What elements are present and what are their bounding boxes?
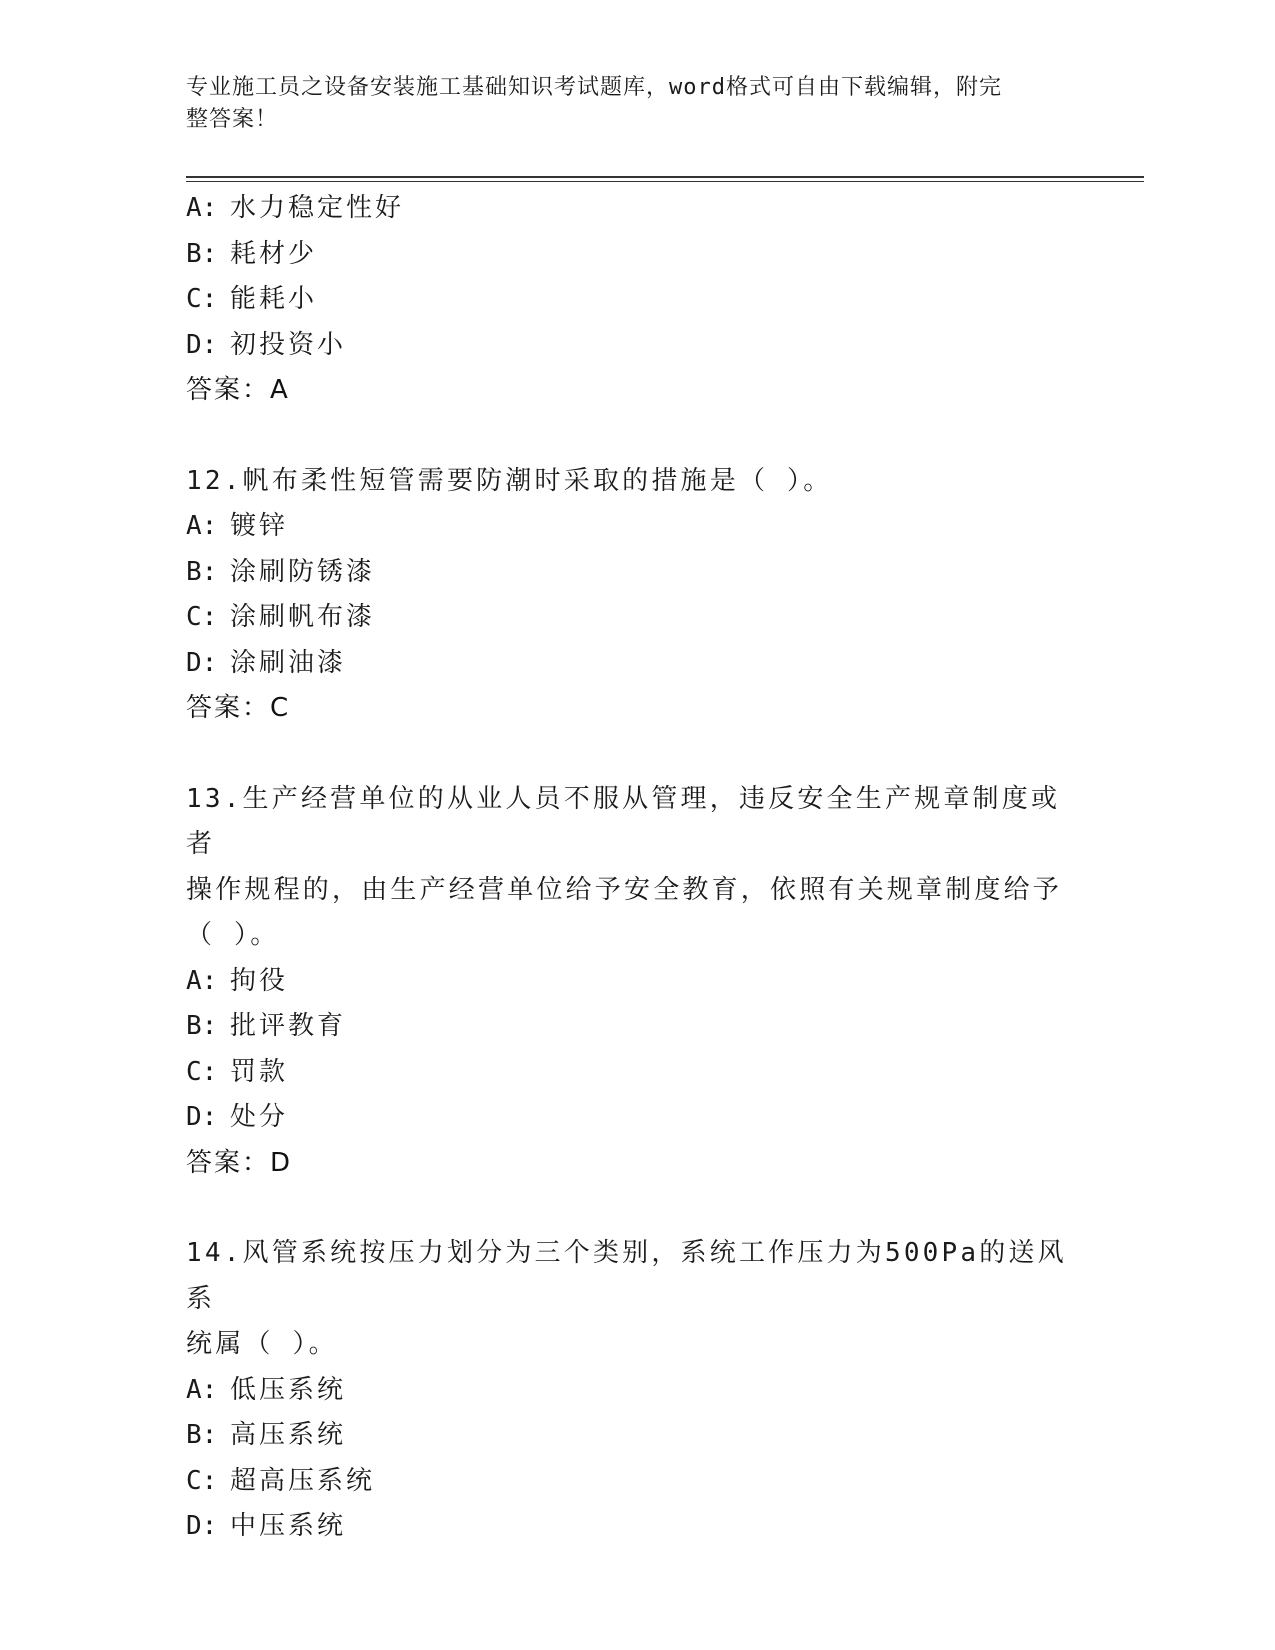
answer-line: 答案：D: [186, 1147, 293, 1178]
option-text: 处分: [230, 1102, 289, 1132]
option-letter: C:: [186, 1056, 218, 1087]
spacer: [186, 732, 1086, 777]
answer-line: 答案：A: [186, 375, 290, 405]
question-list: [186, 186, 1086, 1550]
option-text: 镀锌: [230, 511, 289, 541]
question-stem-line-3: （ ）。: [186, 920, 280, 950]
option-text: 低压系统: [230, 1374, 347, 1405]
option-b: [186, 1004, 1086, 1050]
question-stem-line-2: 统属（ ）。: [186, 1329, 338, 1359]
option-a: [186, 186, 1086, 232]
option-text: 初投资小: [230, 329, 347, 360]
option-letter: C:: [186, 602, 218, 632]
option-c: [186, 1050, 1086, 1096]
option-letter: B:: [186, 556, 218, 587]
question-stem-line-2: 操作规程的，由生产经营单位给予安全教育，依照有关规章制度给予: [186, 874, 1063, 905]
header-line-2: 整答案！: [186, 107, 279, 132]
spacer: [186, 1186, 1086, 1231]
option-d: [186, 641, 1086, 687]
option-letter: B:: [186, 1420, 218, 1450]
option-text: 涂刷油漆: [230, 647, 347, 678]
option-text: 能耗小: [230, 284, 318, 314]
option-a: [186, 959, 1086, 1005]
header-line-1: 专业施工员之设备安装施工基础知识考试题库，word格式可自由下载编辑，附完: [186, 75, 1002, 100]
question-11: [186, 186, 1086, 414]
option-text: 耗材少: [230, 238, 318, 269]
option-text: 中压系统: [230, 1511, 347, 1541]
option-c: [186, 595, 1086, 641]
option-text: 涂刷防锈漆: [230, 556, 376, 587]
option-letter: C:: [186, 1465, 218, 1496]
option-letter: A:: [186, 1374, 218, 1405]
header-divider: [186, 176, 1144, 182]
option-a: [186, 504, 1086, 550]
option-c: [186, 1459, 1086, 1505]
option-d: [186, 1095, 1086, 1141]
option-text: 涂刷帆布漆: [230, 602, 376, 632]
option-text: 罚款: [230, 1056, 289, 1087]
question-14: [186, 1231, 1086, 1550]
option-b: [186, 1413, 1086, 1459]
option-c: [186, 277, 1086, 323]
question-13: [186, 777, 1086, 1187]
option-d: [186, 323, 1086, 369]
option-text: 高压系统: [230, 1420, 347, 1450]
option-letter: D:: [186, 647, 218, 678]
option-letter: D:: [186, 1511, 218, 1541]
option-text: 超高压系统: [230, 1465, 376, 1496]
option-b: [186, 232, 1086, 278]
option-letter: D:: [186, 329, 218, 360]
option-text: 批评教育: [230, 1011, 347, 1041]
option-letter: B:: [186, 238, 218, 269]
option-letter: A:: [186, 965, 218, 996]
option-b: [186, 550, 1086, 596]
option-letter: A:: [186, 193, 218, 223]
option-letter: A:: [186, 511, 218, 541]
question-stem: 12.帆布柔性短管需要防潮时采取的措施是（ ）。: [186, 465, 833, 496]
question-stem-line-1: 14.风管系统按压力划分为三个类别，系统工作压力为500Pa的送风系: [186, 1238, 1067, 1314]
spacer: [186, 414, 1086, 459]
option-letter: C:: [186, 284, 218, 314]
option-d: [186, 1504, 1086, 1550]
option-letter: D:: [186, 1102, 218, 1132]
option-text: 拘役: [230, 965, 289, 996]
question-12: [186, 459, 1086, 732]
document-header: [186, 72, 1076, 136]
option-letter: B:: [186, 1011, 218, 1041]
question-stem-line-1: 13.生产经营单位的从业人员不服从管理，违反安全生产规章制度或者: [186, 783, 1061, 859]
option-text: 水力稳定性好: [230, 193, 405, 223]
answer-line: 答案：C: [186, 693, 291, 723]
option-a: [186, 1368, 1086, 1414]
